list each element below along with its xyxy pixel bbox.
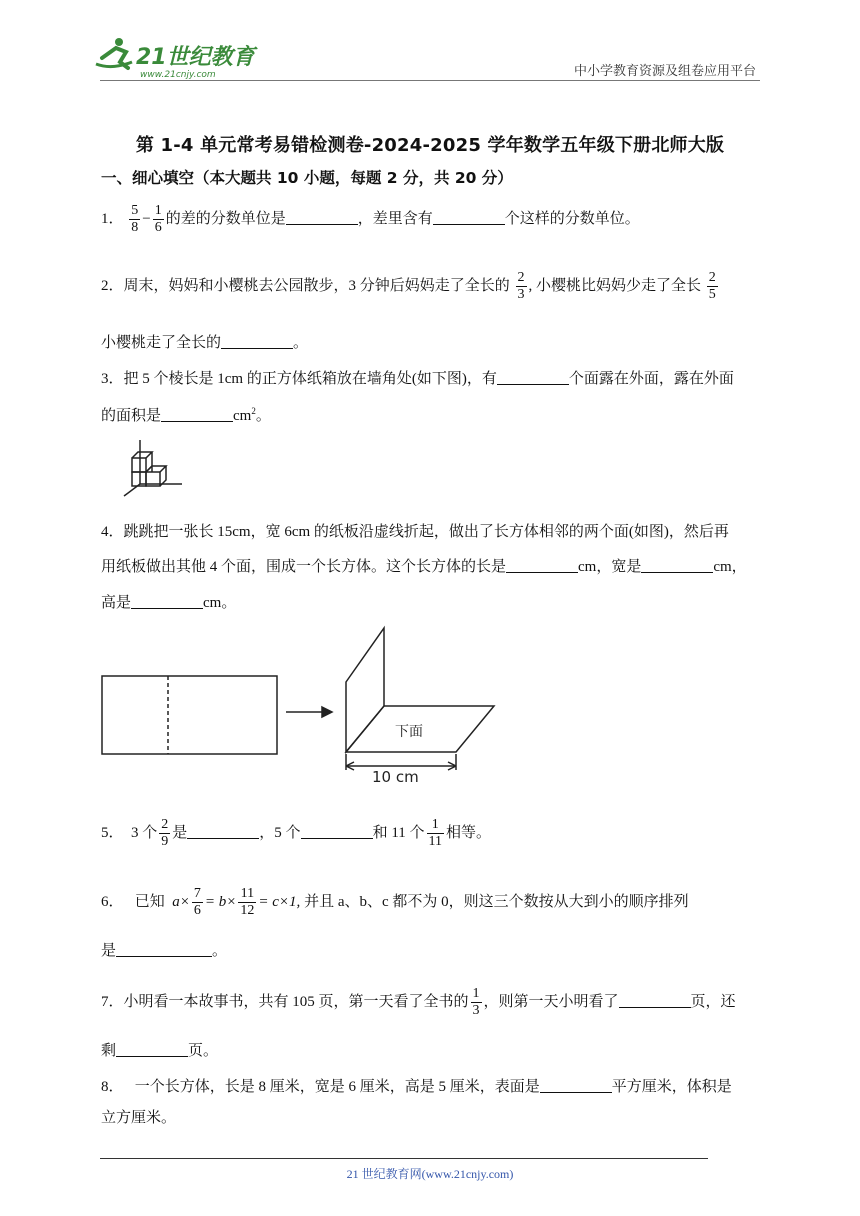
question-2-line2: 小樱桃走了全长的 。	[101, 332, 308, 353]
question-3-line2: 的面积是 $cm^2$。	[101, 406, 271, 424]
runner-logo-icon	[96, 38, 132, 68]
answer-blank[interactable]	[161, 405, 233, 422]
question-8-line2: 立方厘米。	[101, 1110, 177, 1126]
answer-blank[interactable]	[116, 1040, 188, 1057]
logo-url: www.21cnjy.com	[140, 70, 216, 80]
cube-corner-figure	[118, 438, 188, 505]
question-5: 5． 3 个 $\frac{2}{9}$ 是 ，5 个 和 11 个 $\frac{1}{11}$ 相等。	[101, 817, 492, 849]
answer-blank[interactable]	[131, 592, 203, 609]
answer-blank[interactable]	[497, 368, 569, 385]
folded-vertical-face	[346, 628, 384, 752]
folded-board-figure	[100, 620, 500, 795]
question-6-line2: 是 。	[101, 940, 227, 961]
section-heading: 一、细心填空（本大题共 10 小题，每题 2 分，共 20 分）	[101, 169, 513, 187]
answer-blank[interactable]	[301, 822, 373, 839]
answer-blank[interactable]	[540, 1076, 612, 1093]
question-8: 8． 一个长方体，长是 8 厘米，宽是 6 厘米，高是 5 厘米，表面是 平方厘米，体积是	[101, 1076, 732, 1097]
question-2: 2．周末，妈妈和小樱桃去公园散步，3 分钟后妈妈走了全长的 $\frac{2}{3}$ , 小樱桃比妈妈少走了全长 $\frac{2}{5}$	[101, 270, 716, 302]
page-title: 第 1-4 单元常考易错检测卷-2024-2025 学年数学五年级下册北师大版	[135, 135, 725, 156]
header-divider	[100, 80, 760, 81]
question-7: 7．小明看一本故事书，共有 105 页，第一天看了全书的 $\frac{1}{3}$ ，则第一天小明看了 页，还	[101, 986, 736, 1018]
answer-blank[interactable]	[619, 991, 691, 1008]
flat-board	[102, 676, 277, 754]
footer-divider	[100, 1158, 708, 1159]
bottom-face-label: 下面	[395, 724, 423, 740]
site-logo	[92, 34, 262, 82]
answer-blank[interactable]	[221, 332, 293, 349]
answer-blank[interactable]	[116, 940, 212, 957]
answer-blank[interactable]	[286, 208, 358, 225]
length-label: 10 cm	[372, 768, 419, 786]
question-4: 4．跳跳把一张长 15cm，宽 6cm 的纸板沿虚线折起，做出了长方体相邻的两个面(如图)，然后再	[101, 524, 729, 540]
question-4-line2: 用纸板做出其他 4 个面，围成一个长方体。这个长方体的长是 cm，宽是 cm，	[101, 556, 747, 577]
answer-blank[interactable]	[433, 208, 505, 225]
question-4-line3: 高是 cm。	[101, 592, 236, 613]
header-platform-text: 中小学教育资源及组卷应用平台	[573, 63, 756, 78]
question-3: 3．把 5 个棱长是 1cm 的正方体纸箱放在墙角处(如下图)，有 个面露在外面，露在外面	[101, 368, 734, 389]
question-1: 1． $\frac{5}{8}$ − $\frac{1}{6}$ 的差的分数单位是 ，差里含有 个这样的分数单位。	[101, 203, 640, 235]
answer-blank[interactable]	[506, 556, 578, 573]
question-7-line2: 剩 页。	[101, 1040, 218, 1061]
answer-blank[interactable]	[187, 822, 259, 839]
logo-text: 21世纪教育	[136, 45, 255, 70]
question-6: 6． 已知 a× $\frac{7}{6}$ = b× $\frac{11}{12}$ = c×1, 并且 a、b、c 都不为 0，则这三个数按从大到小的顺序排列	[101, 886, 689, 918]
footer-text: 21 世纪教育网(www.21cnjy.com)	[346, 1167, 514, 1181]
answer-blank[interactable]	[641, 556, 713, 573]
